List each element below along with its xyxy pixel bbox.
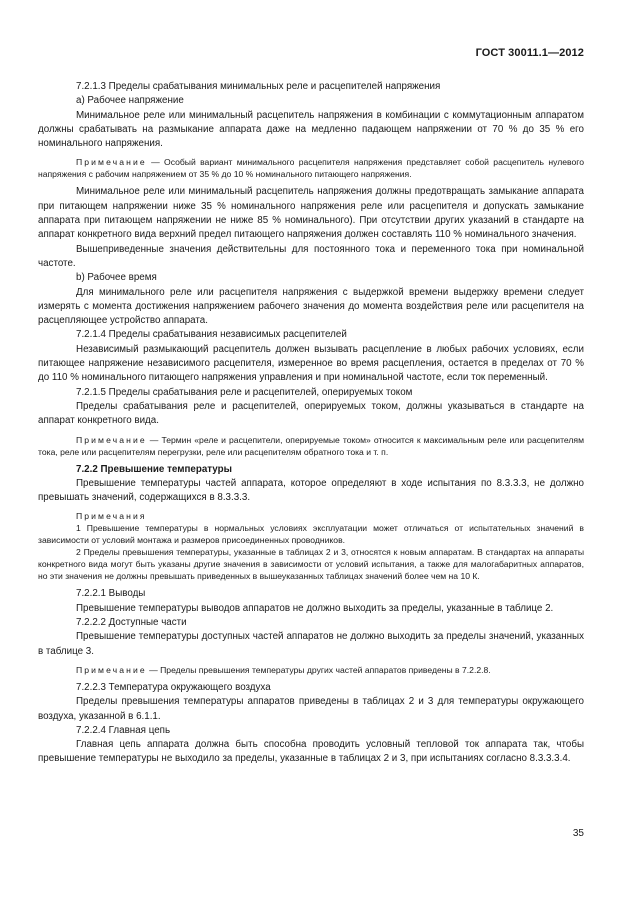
body-paragraph: Вышеприведенные значения действительны для постоянного тока и переменного тока при номинальной частоте. (38, 243, 584, 269)
body-paragraph: Минимальное реле или минимальный расцепитель напряжения должны предотвращать замыкание аппарата при питающем напряжении ниже 35 % номинального напряжения реле или расцепителя и допускать замыкание аппарата при питающем напряжении не ниже 85 % номинального). При отсутствии других указаний в стандарте на аппарат конкретного вида верхний предел питающего напряжения должен составлять 110 % номинального значения. (38, 186, 584, 241)
body-paragraph: 7.2.2.4 Главная цепь (76, 724, 171, 736)
note-item: 1 Превышение температуры в нормальных условиях эксплуатации может отличаться от испытательных значений в зависимости от условий монтажа и размеров присоединенных проводников. (38, 523, 584, 546)
body-paragraph: 7.2.1.4 Пределы срабатывания независимых расцепителей (76, 329, 347, 341)
document-header: ГОСТ 30011.1—2012 (475, 47, 584, 59)
note-text: — Особый вариант минимального расцепителя напряжения представляет собой расцепитель нулевого напряжения с рабочим напряжением от 35 % до 10 % номинального питающего напряжения. (38, 157, 584, 180)
body-paragraph: Минимальное реле или минимальный расцепитель напряжения в комбинации с коммутационным аппаратом должны срабатывать на размыкание аппарата даже на медленно падающем напряжении от 70 % до 35 % его номинального напряжения. (38, 109, 584, 150)
note-text: — Термин «реле и расцепители, оперируемые током» относится к максимальным реле или расцепителям тока, реле или расцепителям перегрузки, реле или расцепителям обратного тока и т. п. (38, 434, 584, 457)
note-paragraph (38, 434, 584, 458)
section-heading: 7.2.2 Превышение температуры (76, 463, 232, 475)
note-item: 2 Пределы превышения температуры, указанные в таблицах 2 и 3, относятся к новым аппаратам. В стандартах на аппараты конкретного вида могут быть указаны другие значения в зависимости от условий испытания, а также для малогабаритных аппаратов, но эти значения не должны превышать приведенных в вышеуказанных таблицах значений более чем на 10 К. (38, 547, 584, 582)
body-paragraph: Пределы срабатывания реле и расцепителей, оперируемых током, должны указываться в стандарте на аппарат конкретного вида. (38, 400, 584, 427)
body-paragraph: 7.2.1.3 Пределы срабатывания минимальных реле и расцепителей напряжения (76, 81, 441, 92)
document-body (38, 80, 584, 767)
body-paragraph: a) Рабочее напряжение (76, 95, 184, 107)
body-paragraph: b) Рабочее время (76, 272, 157, 284)
body-paragraph: 7.2.1.5 Пределы срабатывания реле и расцепителей, оперируемых током (76, 386, 413, 398)
body-paragraph: Независимый размыкающий расцепитель должен вызывать расцепление в любых рабочих условиях, если питающее напряжение независимого расцепителя, измеренное во время расцепления, остается в пределах от 70 % до 110 % номинального питающего напряжения управления и при номинальной частоте, если ток переменный. (38, 343, 584, 384)
body-paragraph: 7.2.2.1 Выводы (76, 588, 146, 600)
body-paragraph: 7.2.2.3 Температура окружающего воздуха (76, 681, 271, 693)
body-paragraph: Для минимального реле или расцепителя напряжения с выдержкой времени выдержку времени следует измерять с момента достижения напряжением рабочего значения до момента воздействия реле или расцепителя на расцепляющее устройство аппарата. (38, 286, 584, 327)
body-paragraph: Превышение температуры доступных частей аппаратов не должно выходить за пределы значений, указанных в таблице 3. (38, 631, 584, 657)
note-paragraph (38, 156, 584, 180)
note-label: Примечание (76, 157, 147, 168)
page-number: 35 (572, 828, 584, 839)
body-paragraph: Пределы превышения температуры аппаратов приведены в таблицах 2 и 3 для температуры окружающего воздуха, указанной в 6.1.1. (38, 696, 584, 722)
note-text: — Пределы превышения температуры других частей аппаратов приведены в 7.2.2.8. (146, 664, 491, 675)
body-paragraph: 7.2.2.2 Доступные части (76, 617, 187, 629)
body-paragraph: Превышение температуры частей аппарата, которое определяют в ходе испытания по 8.3.3.3, не должно превышать значений, содержащихся в 8.3.3.3. (38, 477, 584, 504)
note-paragraph (38, 664, 584, 676)
body-paragraph: Главная цепь аппарата должна быть способна проводить условный тепловой ток аппарата так, чтобы превышение температуры не выходило за пределы, указанные в таблицах 2 и 3, при испытаниях согласно 8.3.3.3.4. (38, 739, 584, 765)
note-label: Примечание (76, 434, 147, 445)
notes-heading: Примечания (76, 511, 147, 522)
body-paragraph: Превышение температуры выводов аппаратов не должно выходить за пределы, указанные в таблице 2. (76, 602, 554, 614)
note-label: Примечание (76, 664, 147, 675)
